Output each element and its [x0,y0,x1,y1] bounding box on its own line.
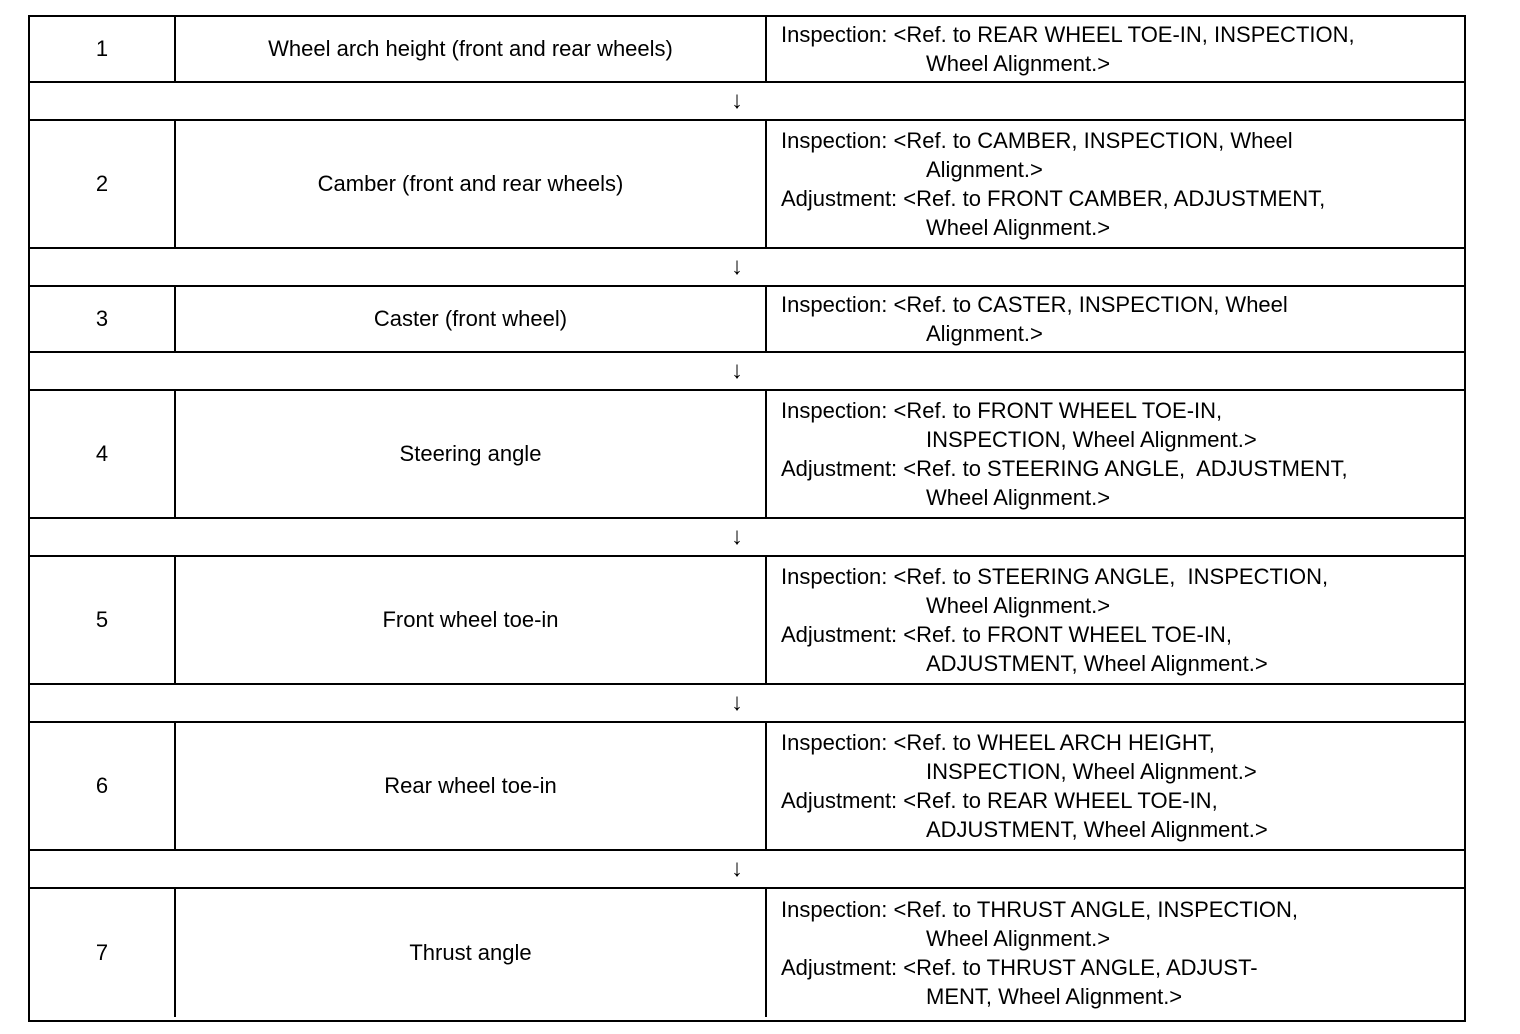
step-reference [767,889,1464,1017]
flow-arrow-row [30,353,1464,391]
step-item: Front wheel toe-in [176,557,767,683]
arrow-down-icon: ↓ [731,689,743,716]
step-reference [767,391,1464,517]
flow-arrow-row [30,519,1464,557]
reference-line: Inspection: <Ref. to REAR WHEEL TOE-IN, INSPECTION, [781,22,1355,47]
step-number: 4 [30,391,176,517]
step-item: Caster (front wheel) [176,287,767,351]
reference-line: Inspection: <Ref. to CAMBER, INSPECTION, Wheel [781,128,1293,153]
step-item: Rear wheel toe-in [176,723,767,849]
flow-arrow-row [30,249,1464,287]
step-reference [767,557,1464,683]
step-item: Steering angle [176,391,767,517]
step-row-5 [30,557,1464,685]
step-item: Thrust angle [176,889,767,1017]
reference-line: Adjustment: <Ref. to FRONT CAMBER, ADJUSTMENT, [781,186,1326,211]
reference-line: Adjustment: <Ref. to REAR WHEEL TOE-IN, [781,788,1218,813]
step-number: 5 [30,557,176,683]
step-row-3 [30,287,1464,353]
reference-continuation: Alignment.> [926,157,1043,182]
reference-line: Adjustment: <Ref. to FRONT WHEEL TOE-IN, [781,622,1232,647]
flow-arrow-row [30,83,1464,121]
step-row-6 [30,723,1464,851]
reference-continuation: ADJUSTMENT, Wheel Alignment.> [926,817,1268,842]
arrow-down-icon: ↓ [731,253,743,280]
arrow-down-icon: ↓ [731,523,743,550]
arrow-down-icon: ↓ [731,357,743,384]
reference-line: Inspection: <Ref. to WHEEL ARCH HEIGHT, [781,730,1215,755]
step-number: 1 [30,17,176,81]
reference-line: Adjustment: <Ref. to THRUST ANGLE, ADJUST- [781,955,1258,980]
arrow-down-icon: ↓ [731,87,743,114]
step-number: 7 [30,889,176,1017]
step-number: 3 [30,287,176,351]
arrow-down-icon: ↓ [731,855,743,882]
reference-continuation: Wheel Alignment.> [926,485,1111,510]
reference-continuation: Wheel Alignment.> [926,215,1111,240]
reference-line: Adjustment: <Ref. to STEERING ANGLE, ADJUSTMENT, [781,456,1348,481]
step-number: 2 [30,121,176,247]
flow-arrow-row [30,685,1464,723]
reference-continuation: INSPECTION, Wheel Alignment.> [926,427,1257,452]
reference-line: Inspection: <Ref. to FRONT WHEEL TOE-IN, [781,398,1223,423]
reference-continuation: Wheel Alignment.> [926,51,1111,76]
reference-continuation: INSPECTION, Wheel Alignment.> [926,759,1257,784]
reference-continuation: MENT, Wheel Alignment.> [926,984,1183,1009]
step-row-4 [30,391,1464,519]
reference-continuation: Alignment.> [926,321,1043,346]
step-reference [767,17,1464,81]
step-item: Wheel arch height (front and rear wheels) [176,17,767,81]
reference-continuation: Wheel Alignment.> [926,926,1111,951]
step-number: 6 [30,723,176,849]
reference-continuation: Wheel Alignment.> [926,593,1111,618]
reference-line: Inspection: <Ref. to CASTER, INSPECTION, Wheel [781,292,1288,317]
step-reference [767,121,1464,247]
reference-line: Inspection: <Ref. to STEERING ANGLE, INSPECTION, [781,564,1329,589]
step-reference [767,287,1464,351]
step-row-7 [30,889,1464,1017]
step-row-1 [30,17,1464,83]
wheel-alignment-procedure-table [28,15,1466,1022]
reference-continuation: ADJUSTMENT, Wheel Alignment.> [926,651,1268,676]
flow-arrow-row [30,851,1464,889]
step-reference [767,723,1464,849]
step-item: Camber (front and rear wheels) [176,121,767,247]
reference-line: Inspection: <Ref. to THRUST ANGLE, INSPECTION, [781,897,1298,922]
step-row-2 [30,121,1464,249]
